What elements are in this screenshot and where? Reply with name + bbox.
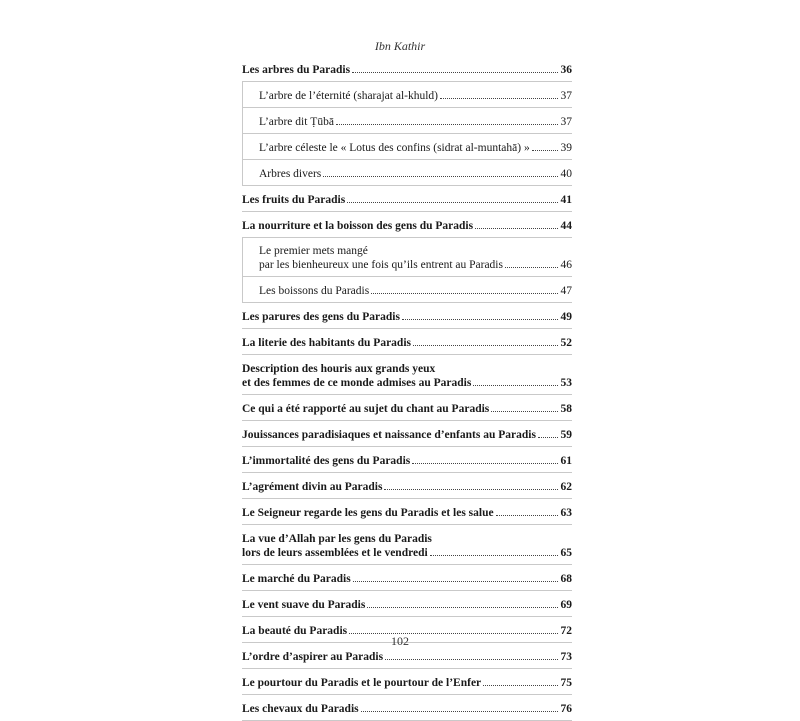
toc-entry [242, 212, 572, 238]
toc-entry-title: L’immortalité des gens du Paradis [242, 455, 411, 467]
dot-leader [352, 72, 558, 73]
toc-entry [242, 303, 572, 329]
dot-leader [473, 385, 558, 386]
toc-entry-page: 49 [560, 311, 572, 323]
toc-subentry [242, 277, 572, 303]
toc-entry-page: 37 [560, 90, 572, 102]
toc-entry [242, 695, 572, 721]
dot-leader [323, 176, 558, 177]
toc-entry-title: Les boissons du Paradis [259, 285, 370, 297]
dot-leader [353, 581, 558, 582]
dot-leader [367, 607, 558, 608]
toc-entry-page: 75 [560, 677, 572, 689]
dot-leader [412, 463, 558, 464]
toc-entry-page: 53 [560, 377, 572, 389]
toc-entry [242, 355, 572, 395]
dot-leader [371, 293, 558, 294]
toc-entry [242, 565, 572, 591]
toc-entry-title-line1: Description des houris aux grands yeux [242, 363, 436, 375]
toc-entry-title: Les chevaux du Paradis [242, 703, 359, 715]
toc-entry-page: 36 [560, 64, 572, 76]
toc-entry-title: Arbres divers [259, 168, 322, 180]
toc-entry-page: 59 [560, 429, 572, 441]
toc-entry-page: 41 [560, 194, 572, 206]
toc-entry-title: Le marché du Paradis [242, 573, 351, 585]
toc-entry-title: Ce qui a été rapporté au sujet du chant au Paradis [242, 403, 490, 415]
toc-entry-title-line2: et des femmes de ce monde admises au Paradis [242, 377, 472, 389]
toc-entry [242, 499, 572, 525]
dot-leader [496, 515, 558, 516]
toc-entry-page: 52 [560, 337, 572, 349]
toc-entry [242, 56, 572, 82]
toc-entry [242, 421, 572, 447]
toc-entry-page: 47 [560, 285, 572, 297]
table-of-contents [242, 56, 572, 721]
toc-entry-page: 39 [560, 142, 572, 154]
toc-entry-page: 76 [560, 703, 572, 715]
toc-entry-page: 63 [560, 507, 572, 519]
dot-leader [483, 685, 558, 686]
toc-entry-page: 58 [560, 403, 572, 415]
toc-entry-title: La nourriture et la boisson des gens du Paradis [242, 220, 474, 232]
toc-entry-page: 62 [560, 481, 572, 493]
toc-entry-page: 44 [560, 220, 572, 232]
toc-subentry [242, 108, 572, 134]
toc-subentry [242, 82, 572, 108]
toc-entry [242, 669, 572, 695]
toc-entry-title: L’ordre d’aspirer au Paradis [242, 651, 384, 663]
toc-entry-title: Le pourtour du Paradis et le pourtour de l’Enfer [242, 677, 482, 689]
toc-entry-title: Le vent suave du Paradis [242, 599, 366, 611]
dot-leader [413, 345, 558, 346]
toc-entry-page: 68 [560, 573, 572, 585]
toc-subentry [242, 160, 572, 186]
dot-leader [384, 489, 558, 490]
toc-entry-title-line2: lors de leurs assemblées et le vendredi [242, 547, 428, 559]
toc-entry-title-line1: La vue d’Allah par les gens du Paradis [242, 533, 432, 545]
toc-entry-title-line2: par les bienheureux une fois qu’ils entrent au Paradis [259, 259, 503, 271]
toc-entry-title: La beauté du Paradis [242, 625, 348, 637]
toc-entry-title: Le Seigneur regarde les gens du Paradis et les salue [242, 507, 494, 519]
toc-entry-title: L’agrément divin au Paradis [242, 481, 383, 493]
toc-entry-title: L’arbre céleste le « Lotus des confins (sidrat al-muntahā) » [259, 142, 530, 154]
toc-entry-page: 72 [560, 625, 572, 637]
toc-entry-page: 65 [560, 547, 572, 559]
toc-subentry [242, 238, 572, 277]
toc-entry [242, 186, 572, 212]
page-number: 102 [391, 634, 409, 648]
dot-leader [361, 711, 558, 712]
toc-entry-page: 73 [560, 651, 572, 663]
dot-leader [385, 659, 558, 660]
dot-leader [440, 98, 558, 99]
toc-entry-title: Jouissances paradisiaques et naissance d’enfants au Paradis [242, 429, 536, 441]
toc-entry-page: 46 [560, 259, 572, 271]
toc-entry-title-line1: Le premier mets mangé [259, 245, 368, 257]
toc-entry-page: 37 [560, 116, 572, 128]
toc-entry-page: 69 [560, 599, 572, 611]
toc-entry-title: La literie des habitants du Paradis [242, 337, 412, 349]
toc-entry [242, 395, 572, 421]
dot-leader [538, 437, 558, 438]
toc-entry-title: L’arbre dit Ṭūbā [259, 116, 334, 128]
dot-leader [402, 319, 558, 320]
toc-entry-title: Les arbres du Paradis [242, 64, 351, 76]
toc-entry-title: Les parures des gens du Paradis [242, 311, 400, 323]
toc-entry [242, 591, 572, 617]
toc-entry-page: 61 [560, 455, 572, 467]
toc-entry [242, 329, 572, 355]
toc-subentry [242, 134, 572, 160]
toc-entry [242, 473, 572, 499]
toc-entry-page: 40 [560, 168, 572, 180]
dot-leader [347, 202, 558, 203]
toc-entry-title: L’arbre de l’éternité (sharajat al-khuld) [259, 90, 439, 102]
dot-leader [430, 555, 558, 556]
dot-leader [475, 228, 558, 229]
toc-entry [242, 447, 572, 473]
running-header: Ibn Kathir [374, 39, 426, 53]
dot-leader [491, 411, 558, 412]
toc-entry-title: Les fruits du Paradis [242, 194, 346, 206]
dot-leader [505, 267, 558, 268]
toc-entry [242, 525, 572, 565]
dot-leader [336, 124, 558, 125]
dot-leader [532, 150, 558, 151]
